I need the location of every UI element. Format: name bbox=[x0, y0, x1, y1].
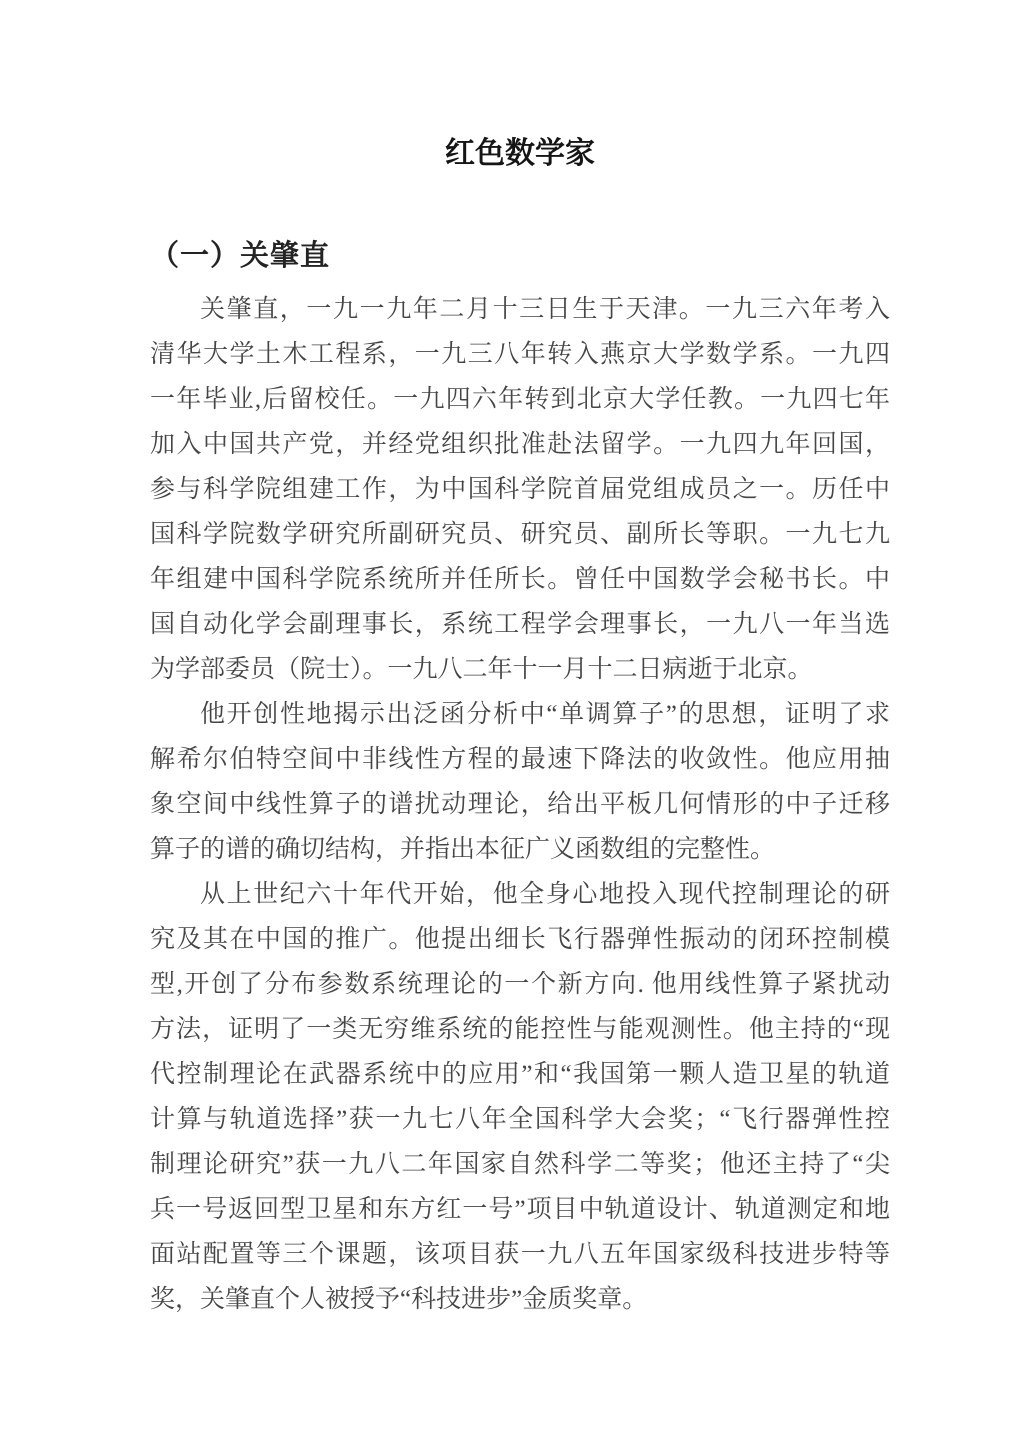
text-line: 他开创性地揭示出泛函分析中“单调算子”的思想，证明了求 bbox=[200, 701, 890, 728]
paragraph bbox=[150, 872, 890, 1322]
text-line: 参与科学院组建工作，为中国科学院首届党组成员之一。历任中 bbox=[150, 476, 890, 503]
text-line: 计算与轨道选择”获一九七八年全国科学大会奖；“飞行器弹性控 bbox=[150, 1106, 890, 1133]
text-line: 代控制理论在武器系统中的应用”和“我国第一颗人造卫星的轨道 bbox=[150, 1061, 890, 1088]
page-title: 红色数学家 bbox=[445, 137, 595, 170]
text-line: 方法，证明了一类无穷维系统的能控性与能观测性。他主持的“现 bbox=[150, 1016, 890, 1043]
paragraph bbox=[150, 287, 890, 692]
text-line: 为学部委员（院士）。一九八二年十一月十二日病逝于北京。 bbox=[150, 656, 813, 683]
text-line: 一年毕业,后留校任。一九四六年转到北京大学任教。一九四七年 bbox=[150, 386, 890, 413]
text-line: 兵一号返回型卫星和东方红一号”项目中轨道设计、轨道测定和地 bbox=[150, 1196, 890, 1223]
text-line: 解希尔伯特空间中非线性方程的最速下降法的收敛性。他应用抽 bbox=[150, 746, 890, 773]
paragraph bbox=[150, 692, 890, 872]
text-line: 关肇直，一九一九年二月十三日生于天津。一九三六年考入 bbox=[200, 296, 890, 323]
text-line: 加入中国共产党，并经党组织批准赴法留学。一九四九年回国， bbox=[150, 431, 890, 458]
text-line: 国科学院数学研究所副研究员、研究员、副所长等职。一九七九 bbox=[150, 521, 890, 548]
section-heading: （一）关肇直 bbox=[150, 240, 331, 272]
text-line: 奖，关肇直个人被授予“科技进步”金质奖章。 bbox=[150, 1286, 648, 1313]
text-line: 究及其在中国的推广。他提出细长飞行器弹性振动的闭环控制模 bbox=[150, 926, 890, 953]
text-line: 象空间中线性算子的谱扰动理论，给出平板几何情形的中子迁移 bbox=[150, 791, 890, 818]
text-line: 国自动化学会副理事长，系统工程学会理事长，一九八一年当选 bbox=[150, 611, 890, 638]
text-line: 年组建中国科学院系统所并任所长。曾任中国数学会秘书长。中 bbox=[150, 566, 890, 593]
text-line: 清华大学土木工程系，一九三八年转入燕京大学数学系。一九四 bbox=[150, 341, 890, 368]
text-line: 算子的谱的确切结构，并指出本征广义函数组的完整性。 bbox=[150, 836, 776, 863]
text-line: 从上世纪六十年代开始，他全身心地投入现代控制理论的研 bbox=[200, 881, 890, 908]
text-line: 型,开创了分布参数系统理论的一个新方向. 他用线性算子紧扰动 bbox=[150, 971, 890, 998]
text-line: 面站配置等三个课题，该项目获一九八五年国家级科技进步特等 bbox=[150, 1241, 890, 1268]
text-line: 制理论研究”获一九八二年国家自然科学二等奖；他还主持了“尖 bbox=[150, 1151, 890, 1178]
document-body bbox=[150, 287, 890, 1322]
